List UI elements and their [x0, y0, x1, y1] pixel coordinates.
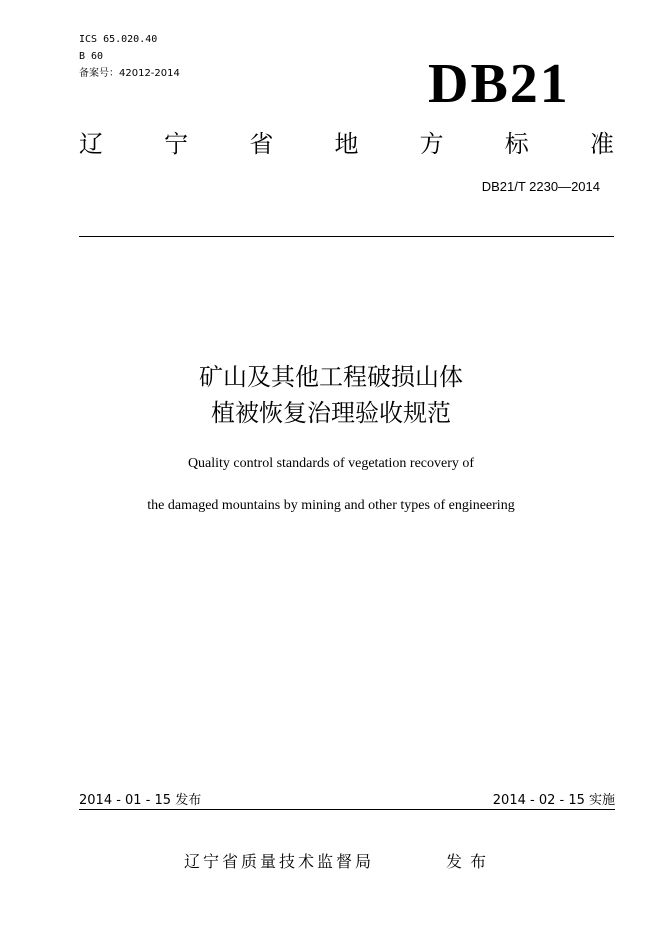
english-title-line-2: the damaged mountains by mining and other types of engineering: [147, 498, 515, 513]
standard-type-char: 省: [249, 130, 274, 158]
english-title-line-1: Quality control standards of vegetation recovery of: [187, 456, 475, 471]
implementation-date: 2014 - 02 - 15 实施: [492, 793, 615, 808]
bottom-divider: [79, 809, 615, 810]
standard-number: DB21/T 2230—2014: [481, 179, 600, 194]
standard-type-char: 辽: [79, 130, 103, 158]
publisher-name: 辽宁省质量技术监督局: [184, 852, 375, 871]
standard-type-char: 地: [334, 130, 359, 158]
record-number: 备案号：42012-2014: [79, 68, 180, 79]
publish-label: 发布: [446, 852, 495, 871]
standard-type-heading: [79, 126, 614, 162]
classification-code: B 60: [79, 51, 104, 62]
standard-type-char: 宁: [164, 130, 189, 158]
document-title-line-1: 矿山及其他工程破损山体: [199, 363, 463, 391]
issue-date: 2014 - 01 - 15 发布: [79, 793, 202, 808]
ics-code: ICS 65.020.40: [79, 34, 158, 45]
top-divider: [79, 236, 614, 237]
document-title-line-2: 植被恢复治理验收规范: [211, 399, 451, 427]
standard-type-char: 方: [419, 130, 444, 158]
db21-logo: DB21: [428, 53, 570, 115]
standard-type-char: 准: [589, 130, 614, 158]
standard-type-char: 标: [504, 130, 529, 158]
